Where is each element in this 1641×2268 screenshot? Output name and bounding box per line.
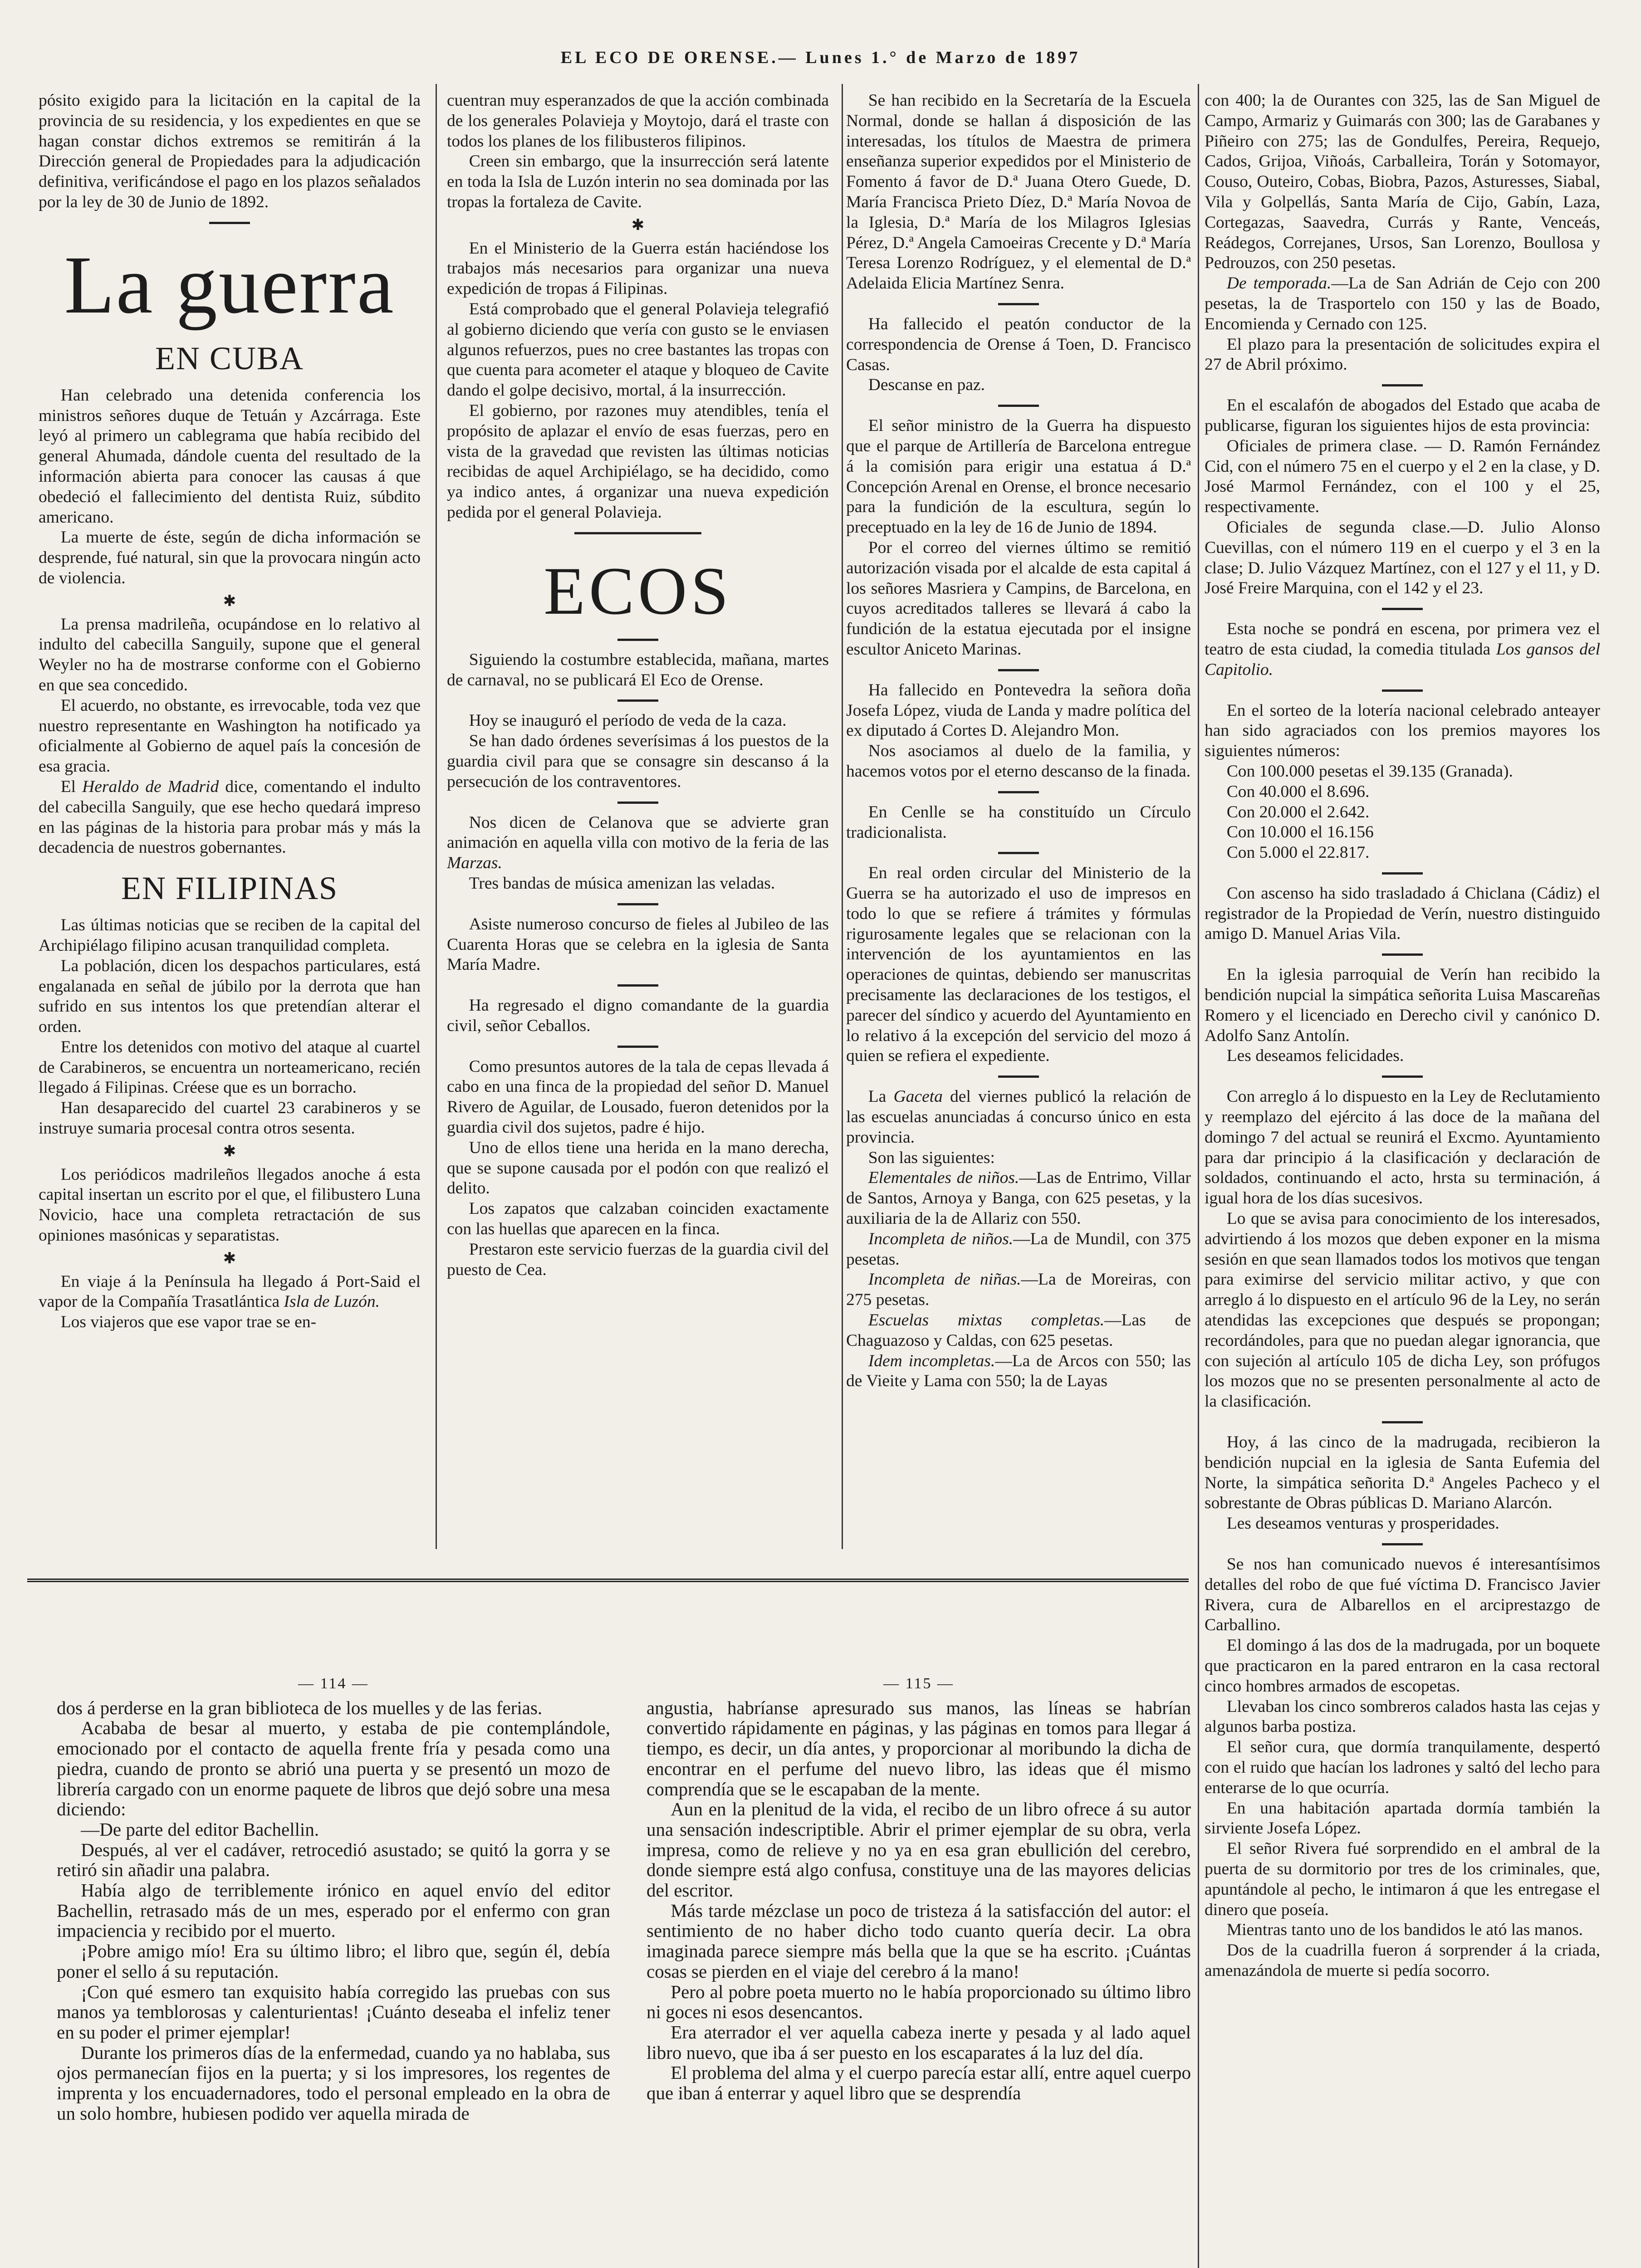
text-span: —La de Mundil, con 375 pesetas.	[846, 1229, 1191, 1269]
paragraph: Les deseamos venturas y prosperidades.	[1226, 1514, 1499, 1533]
separator-rule	[617, 639, 658, 641]
paragraph	[846, 1087, 1191, 1148]
paragraph: Tres bandas de música amenizan las veladas.	[469, 874, 775, 893]
paragraph: Era aterrador el ver aquella cabeza inerte y pesada y al lado aquel libro nuevo, que iba á ser puesto en los escaparates á la luz del día.	[647, 2021, 1191, 2063]
paragraph: Asiste numeroso concurso de fieles al Jubileo de las Cuarenta Horas que se celebra en la iglesia de Santa María Madre.	[447, 914, 829, 974]
separator-rule	[574, 532, 701, 534]
section-title-la-guerra: La guerra	[64, 239, 395, 331]
paragraph	[39, 1272, 421, 1313]
column-2	[447, 91, 829, 1565]
separator-rule	[617, 903, 658, 905]
paragraph: Aun en la plenitud de la vida, el recibo de un libro ofrece á su autor una sensación indescriptible. Abrir el primer ejemplar de su obra, verla impresa, como de relieve y no ya en esa gran ebullición del cerebro, donde siempre está algo confusa, constituye una de las mayores delicias del escritor.	[647, 1799, 1191, 1901]
paragraph: Llevaban los cinco sombreros calados hasta las cejas y algunos barba postiza.	[1205, 1697, 1600, 1736]
paragraph: ¡Con qué esmero tan exquisito había corregido las pruebas con sus manos ya temblorosas y calenturientas! ¡Cuánto deseaba el infeliz tener en su poder el primer ejemplar!	[57, 1981, 610, 2043]
paragraph: El problema del alma y el cuerpo parecía estar allí, entre aquel cuerpo que iban á enterrar y aquel libro que se desprendía	[647, 2062, 1191, 2104]
paragraph: Los periódicos madrileños llegados anoche á esta capital insertan un escrito por el que, el filibustero Luna Novicio, hace una completa retractación de sus opiniones masónicas y separatistas.	[39, 1165, 421, 1245]
prize-line: Con 40.000 el 8.696.	[1226, 782, 1370, 801]
paragraph: El señor ministro de la Guerra ha dispuesto que el parque de Artillería de Barcelona entregue á la comisión para erigir una estatua á D.ª Concepción Arenal en Orense, el bronce necesario para la fundición de la escultura, según lo preceptuado en la ley de 16 de Junio de 1894.	[846, 416, 1191, 537]
paragraph: El señor Rivera fué sorprendido en el ambral de la puerta de su dormitorio por tres de los criminales, que, apuntándole al pecho, le intimaron á que les entregase el dinero que poseía.	[1205, 1839, 1600, 1919]
paragraph: Son las siguientes:	[868, 1148, 995, 1167]
text-span: dice, comentando el indulto del cabecilla Sanguily, que ese hecho quedará impreso en las páginas de la historia para probar más y más la decadencia de nuestros gobernantes.	[39, 777, 421, 857]
paragraph: Uno de ellos tiene una herida en la mano derecha, que se supone causada por el podón con que realizó el delito.	[447, 1138, 829, 1198]
prize-line: Con 20.000 el 2.642.	[1226, 802, 1370, 821]
separator-rule	[998, 405, 1039, 407]
paragraph: —De parte del editor Bachellin.	[81, 1818, 319, 1840]
paragraph	[846, 1351, 1191, 1392]
paragraph: Oficiales de primera clase. — D. Ramón Fernández Cid, con el número 75 en el cuerpo y el 2 en la clase, y D. José Marmol Fernández, con el 100 y el 25, respectivamente.	[1205, 436, 1600, 517]
text-span: —La de Moreiras, con 275 pesetas.	[846, 1270, 1191, 1310]
paragraph: Entre los detenidos con motivo del ataque al cuartel de Carabineros, se encuentra un norteamericano, recién llegado á Filipinas. Créese que es un borracho.	[39, 1037, 421, 1097]
paragraph: Han celebrado una detenida conferencia los ministros señores duque de Tetuán y Azcárraga. Este leyó al primero un cablegrama que había recibido del general Ahumada, dándole cuenta del resultado de la información abierta para conocer las causas á que obedeció el fallecimiento del dentista Ruiz, súbdito americano.	[39, 386, 421, 527]
paragraph: Con ascenso ha sido trasladado á Chiclana (Cádiz) el registrador de la Propiedad de Verín, nuestro distinguido amigo D. Manuel Arias Vila.	[1205, 884, 1600, 943]
paragraph: con 400; la de Ourantes con 325, las de San Miguel de Campo, Armariz y Guimarás con 300; las de Garabanes y Piñeiro con 275; las de Gondulfes, Pereira, Requejo, Cados, Grijoa, Viñoás, Carballeira, Torán y Sotomayor, Couso, Outeiro, Cobas, Biobra, Pazos, Asturesses, Siabal, Vila y Golpellás, Santa María de Cijo, Gabín, Laza, Cortegazas, Saavedra, Currás y Rante, Venceás, Reádegos, Correjanes, Ursos, San Lorenzo, Boullosa y Pedrouzos, con 250 pesetas.	[1205, 91, 1600, 273]
ship-name: Isla de Luzón.	[284, 1292, 380, 1311]
paragraph: Como presuntos autores de la tala de cepas llevada á cabo en una finca de la propiedad del señor D. Manuel Rivero de Aguilar, de Lousado, fueron detenidos por la guardia civil dos sujetos, padre é hijo.	[447, 1057, 829, 1137]
paragraph: Los zapatos que calzaban coinciden exactamente con las huellas que aparecen en la finca.	[447, 1199, 829, 1239]
text-span: —La de Arcos con 550; las de Vieite y Lama con 550; la de Layas	[846, 1351, 1191, 1391]
paragraph: El señor cura, que dormía tranquilamente, despertó con el ruido que hacían los ladrones y saltó del lecho para enterarse de lo que ocurría.	[1205, 1738, 1600, 1797]
paragraph: Había algo de terriblemente irónico en aquel envío del editor Bachellin, retrasado más de un mes, esperado por el enfermo con gran impaciencia y recibido por el muerto.	[57, 1880, 610, 1941]
gazette-name: Gaceta	[893, 1087, 943, 1106]
paragraph: La población, dicen los despachos particulares, está engalanada en señal de júbilo por la derrota que han sufrido en sus intentos los que pretendían alterar el orden.	[39, 956, 421, 1036]
page-number: — 114 —	[298, 1675, 369, 1692]
category-label: Incompleta de niños.	[868, 1229, 1014, 1248]
separator-rule	[998, 303, 1039, 305]
paragraph: El domingo á las dos de la madrugada, por un boquete que practicaron en la pared entraron en la casa rectoral cinco hombres armados de escopetas.	[1205, 1636, 1600, 1696]
paragraph: En la iglesia parroquial de Verín han recibido la bendición nupcial la simpática señorita Luisa Mascareñas Romero y el licenciado en Derecho civil y canónico D. Adolfo Sanz Antolín.	[1205, 965, 1600, 1045]
asterisk-separator-icon: ✱	[223, 592, 236, 610]
paragraph: Por el correo del viernes último se remitió autorización visada por el alcalde de esta capital á los señores Masriera y Campins, de Barcelona, en cuyos acreditados talleres se llevará á cabo la fundición de la estatua ejecutada por el insigne escultor Aniceto Marinas.	[846, 538, 1191, 659]
separator-rule	[998, 669, 1039, 671]
page-number: — 115 —	[883, 1675, 954, 1692]
feuilleton-page-115	[647, 1674, 1191, 2268]
column-3	[846, 91, 1191, 1565]
paragraph: El acuerdo, no obstante, es irrevocable, toda vez que nuestro representante en Washington ha notificado ya oficialmente al Gobierno de aquel país la concesión de esa gracia.	[39, 696, 421, 776]
prize-line: Con 100.000 pesetas el 39.135 (Granada).	[1226, 762, 1513, 781]
paragraph	[846, 1168, 1191, 1229]
paragraph: Creen sin embargo, que la insurrección será latente en toda la Isla de Luzón interin no sea dominada por las tropas la fortaleza de Cavite.	[447, 152, 829, 211]
separator-rule	[617, 984, 658, 987]
section-title-ecos: ECOS	[544, 553, 732, 629]
paragraph: En el escalafón de abogados del Estado que acaba de publicarse, figuran los siguientes hijos de esta provincia:	[1205, 396, 1600, 435]
paragraph: Han desaparecido del cuartel 23 carabineros y se instruye sumaria procesal contra otros sesenta.	[39, 1099, 421, 1138]
text-span: En viaje á la Península ha llegado á Port-Said el vapor de la Compañía Trasatlántica	[39, 1272, 421, 1311]
column-rule	[436, 84, 437, 1549]
paragraph: En una habitación apartada dormía también la sirviente Josefa López.	[1205, 1799, 1600, 1838]
paragraph	[39, 777, 421, 858]
paragraph: Hoy se inauguró el período de veda de la caza.	[469, 711, 787, 730]
text-span: Esta noche se pondrá en escena, por primera vez el teatro de esta ciudad, la comedia titulada	[1205, 620, 1600, 659]
paragraph: Les deseamos felicidades.	[1226, 1046, 1404, 1066]
category-label: Idem incompletas.	[868, 1351, 995, 1370]
paragraph: Ha regresado el digno comandante de la guardia civil, señor Ceballos.	[447, 996, 829, 1035]
paragraph: angustia, habríanse apresurado sus manos, las líneas se habrían convertido rápidamente en páginas, y las páginas en tomos para llegar á tiempo, es decir, un día antes, y proporcionar al moribundo la dicha de encontrar en el perfume del nuevo libro, las ideas que él mismo comprendía que se le escapaban de la mente.	[647, 1697, 1191, 1799]
separator-rule	[1382, 1421, 1423, 1423]
separator-rule	[998, 1075, 1039, 1078]
separator-rule	[209, 222, 250, 224]
paragraph	[1205, 619, 1600, 680]
text-span: del viernes publicó la relación de las escuelas anunciadas á concurso único en esta provincia.	[846, 1087, 1191, 1147]
paragraph: Mientras tanto uno de los bandidos le ató las manos.	[1226, 1921, 1583, 1940]
paragraph: En real orden circular del Ministerio de la Guerra se ha autorizado el uso de impresos en todo lo que se refiere á trámites y fórmulas rigurosamente legales que se relacionan con la intervención de los ayuntamientos en las operaciones de quintas, debiendo ser manuscritas precisamente las declaraciones de los testigos, el parecer del síndico y acuerdo del Ayuntamiento en lo relativo á la excepción del servicio del mozo á quien se refiera el expediente.	[846, 864, 1191, 1066]
text-span: La	[868, 1087, 894, 1106]
paragraph: Las últimas noticias que se reciben de la capital del Archipiélago filipino acusan tranquilidad completa.	[39, 916, 421, 955]
paragraph: Prestaron este servicio fuerzas de la guardia civil del puesto de Cea.	[447, 1240, 829, 1279]
text-span: —La de San Adrián de Cejo con 200 pesetas, la de Trasportelo con 150 y las de Boado, Encomienda y Cernado con 125.	[1205, 274, 1600, 333]
category-label: Escuelas mixtas completas.	[868, 1311, 1105, 1330]
text-span: Nos dicen de Celanova que se advierte gran animación en aquella villa con motivo de la feria de las	[447, 813, 829, 852]
paragraph: Nos asociamos al duelo de la familia, y hacemos votos por el eterno descanso de la finada.	[846, 742, 1191, 781]
paragraph: dos á perderse en la gran biblioteca de los muelles y de las ferias.	[57, 1697, 543, 1718]
lottery-prize-list	[1205, 762, 1600, 863]
separator-rule	[998, 852, 1039, 854]
play-title: Los gansos del Capitolio.	[1205, 640, 1600, 679]
paragraph: Siguiendo la costumbre establecida, mañana, martes de carnaval, no se publicará El Eco de Orense.	[447, 650, 829, 689]
separator-rule	[998, 791, 1039, 793]
text-span: El	[60, 777, 83, 796]
separator-rule	[1382, 953, 1423, 956]
paragraph: En el Ministerio de la Guerra están haciéndose los trabajos más necesarios para organizar una nueva expedición de tropas á Filipinas.	[447, 239, 829, 298]
separator-rule	[1382, 384, 1423, 386]
paragraph: Más tarde mézclase un poco de tristeza á la satisfacción del autor: el sentimiento de no haber dicho todo cuanto quería decir. La obra imaginada parece siempre más bella que la que se ha escrito. ¡Cuántas cosas se pierden en el viaje del cerebro á la mano!	[647, 1900, 1191, 1982]
paragraph: En Cenlle se ha constituído un Círculo tradicionalista.	[846, 802, 1191, 842]
separator-rule	[1382, 872, 1423, 875]
separator-rule	[617, 802, 658, 804]
paragraph: Dos de la cuadrilla fueron á sorprender á la criada, amenazándola de muerte si pedía socorro.	[1205, 1941, 1600, 1980]
paragraph: Se han recibido en la Secretaría de la Escuela Normal, donde se hallan á disposición de las interesadas, los títulos de Maestra de primera enseñanza superior expedidos por el Ministerio de Fomento á favor de D.ª Juana Otero Guede, D. María Francisca Prieto Díez, D.ª María Novoa de la Iglesia, D.ª María de los Milagros Iglesias Pérez, D.ª Angela Camoeiras Crecente y D.ª María Teresa Lorenzo Rodríguez, y el elemental de D.ª Adelaida Elicia Martínez Senra.	[846, 91, 1191, 293]
category-label: Elementales de niños.	[868, 1168, 1019, 1188]
paragraph: Lo que se avisa para conocimiento de los interesados, advirtiendo á los mozos que deben exponer en la misma sesión en que sean llamados todos los motivos que tengan para eximirse del servicio militar activo, y que con arreglo á lo dispuesto en el artículo 96 de la Ley, no serán atendidas las excepciones que después se propongan; recordándoles, para que no puedan alegar ignorancia, que con sujeción al artículo 105 de dicha Ley, son prófugos los mozos que no se presenten personalmente al acto de la clasificación.	[1205, 1209, 1600, 1411]
column-rule	[1198, 84, 1199, 2268]
column-rule	[842, 84, 843, 1549]
paragraph: Oficiales de segunda clase.—D. Julio Alonso Cuevillas, con el número 119 en el cuerpo y el 3 en la clase; D. Julio Vázquez Martínez, con el 127 y el 11, y D. José Freire Marquina, con el 142 y el 23.	[1205, 518, 1600, 598]
paragraph: cuentran muy esperanzados de que la acción combinada de los generales Polavieja y Moytojo, dará el traste con todos los planes de los filibusteros filipinos.	[447, 91, 829, 151]
text-span: —Las de Entrimo, Villar de Santos, Arnoya y Banga, con 625 pesetas, y la auxiliaria de la de Allariz con 550.	[846, 1168, 1191, 1228]
separator-rule	[1382, 1075, 1423, 1078]
asterisk-separator-icon: ✱	[631, 216, 645, 234]
subheading-en-filipinas: EN FILIPINAS	[121, 870, 338, 907]
paragraph: Durante los primeros días de la enfermedad, cuando ya no hablaba, sus ojos permanecían fijos en la puerta; y si los impresores, los regentes de imprenta y los encuadernadores, todo el personal empleado en la obra de un solo hombre, hubiesen podido ver aquella mirada de	[57, 2042, 610, 2124]
column-4	[1205, 91, 1600, 2268]
page-header: EL ECO DE ORENSE.— Lunes 1.° de Marzo de 1897	[560, 48, 1081, 67]
fair-name: Marzas.	[447, 854, 502, 873]
paragraph: Acababa de besar al muerto, y estaba de pie contemplándole, emocionado por el contacto de aquella frente fría y pesada como una piedra, cuando de pronto se abrió una puerta y se presentó un mozo de librería cargado con un enorme paquete de libros que dejó sobre una mesa diciendo:	[57, 1717, 610, 1820]
category-label: Incompleta de niñas.	[868, 1270, 1021, 1289]
paragraph: Ha fallecido el peatón conductor de la correspondencia de Orense á Toen, D. Francisco Casas.	[846, 314, 1191, 374]
paragraph: La prensa madrileña, ocupándose en lo relativo al indulto del cabecilla Sanguily, supone que el general Weyler no ha de mostrarse conforme con el Gobierno en que sea concedido.	[39, 615, 421, 694]
paragraph: Los viajeros que ese vapor trae se en-	[60, 1313, 317, 1332]
separator-rule	[617, 699, 658, 702]
separator-rule	[1382, 608, 1423, 610]
paragraph: Descanse en paz.	[868, 376, 985, 395]
separator-rule	[1382, 1543, 1423, 1545]
prize-line: Con 10.000 el 16.156	[1226, 823, 1374, 842]
subheading-en-cuba: EN CUBA	[155, 340, 304, 376]
paragraph: Ha fallecido en Pontevedra la señora doña Josefa López, viuda de Landa y madre política del ex diputado á Cortes D. Alejandro Mon.	[846, 680, 1191, 740]
paragraph: El gobierno, por razones muy atendibles, tenía el propósito de aplazar el envío de esas fuerzas, pero en vista de la gravedad que revisten las últimas noticias recibidas de aquel Archipiélago, se ha decidido, como ya indico antes, á organizar una nueva expedición pedida por el general Polavieja.	[447, 401, 829, 522]
text-span: —Las de Chaguazoso y Caldas, con 625 pesetas.	[846, 1311, 1191, 1350]
asterisk-separator-icon: ✱	[223, 1250, 236, 1267]
column-1	[39, 91, 421, 1565]
paragraph: El plazo para la presentación de solicitudes expira el 27 de Abril próximo.	[1205, 335, 1600, 374]
paragraph: La muerte de éste, según de dicha información se desprende, fué natural, sin que la provocara ningún acto de violencia.	[39, 528, 421, 587]
horizontal-rule	[27, 1579, 1189, 1582]
asterisk-separator-icon: ✱	[223, 1143, 236, 1160]
paragraph	[846, 1270, 1191, 1310]
paragraph: ¡Pobre amigo mío! Era su último libro; el libro que, según él, debía poner el sello á su reputación.	[57, 1941, 610, 1982]
category-label: De temporada.	[1226, 274, 1332, 293]
paragraph: En el sorteo de la lotería nacional celebrado anteayer han sido agraciados con los premios mayores los siguientes números:	[1205, 701, 1600, 761]
paragraph	[1205, 274, 1600, 334]
paragraph: Se nos han comunicado nuevos é interesantísimos detalles del robo de que fué víctima D. Francisco Javier Rivera, cura de Albarellos en el arciprestazgo de Carballino.	[1205, 1555, 1600, 1635]
paragraph: Está comprobado que el general Polavieja telegrafió al gobierno diciendo que vería con gusto se le enviasen algunos refuerzos, pues no cree bastantes las tropas con que cuenta para acometer el ataque y bloqueo de Cavite dando el golpe decisivo, mortal, á la insurrección.	[447, 299, 829, 400]
paragraph: Pero al pobre poeta muerto no le había proporcionado su último libro ni goces ni esos desencantos.	[647, 1981, 1191, 2023]
paragraph	[447, 813, 829, 874]
prize-line: Con 5.000 el 22.817.	[1226, 843, 1370, 862]
feuilleton-page-114	[57, 1674, 610, 2268]
separator-rule	[617, 1046, 658, 1048]
paragraph: Con arreglo á lo dispuesto en la Ley de Reclutamiento y reemplazo del ejército á las doce de la mañana del domingo 7 del actual se reunirá el Excmo. Ayuntamiento para dar principio á la clasificación y declaración de soldados, continuando el acto, hrsta su terminación, á igual hora de los días sucesivos.	[1205, 1087, 1600, 1208]
paragraph: pósito exigido para la licitación en la capital de la provincia de su residencia, y los expedientes en que se hagan constar dichos extremos se remitirán á la Dirección general de Propiedades para la adjudicación definitiva, verificándose el pago en los plazos señalados por la ley de 30 de Junio de 1892.	[39, 91, 421, 211]
newspaper-name: Heraldo de Madrid	[82, 777, 219, 796]
paragraph: Se han dado órdenes severísimas á los puestos de la guardia civil para que se consagre sin descanso á la persecución de los contraventores.	[447, 732, 829, 791]
paragraph: Después, al ver el cadáver, retrocedió asustado; se quitó la gorra y se retiró sin añadir una palabra.	[57, 1839, 610, 1881]
paragraph	[846, 1229, 1191, 1270]
separator-rule	[1382, 689, 1423, 692]
paragraph	[846, 1310, 1191, 1351]
paragraph: Hoy, á las cinco de la madrugada, recibieron la bendición nupcial en la iglesia de Santa Eufemia del Norte, la simpática señorita D.ª Angeles Pacheco y el sobrestante de Obras públicas D. Mariano Alarcón.	[1205, 1433, 1600, 1513]
